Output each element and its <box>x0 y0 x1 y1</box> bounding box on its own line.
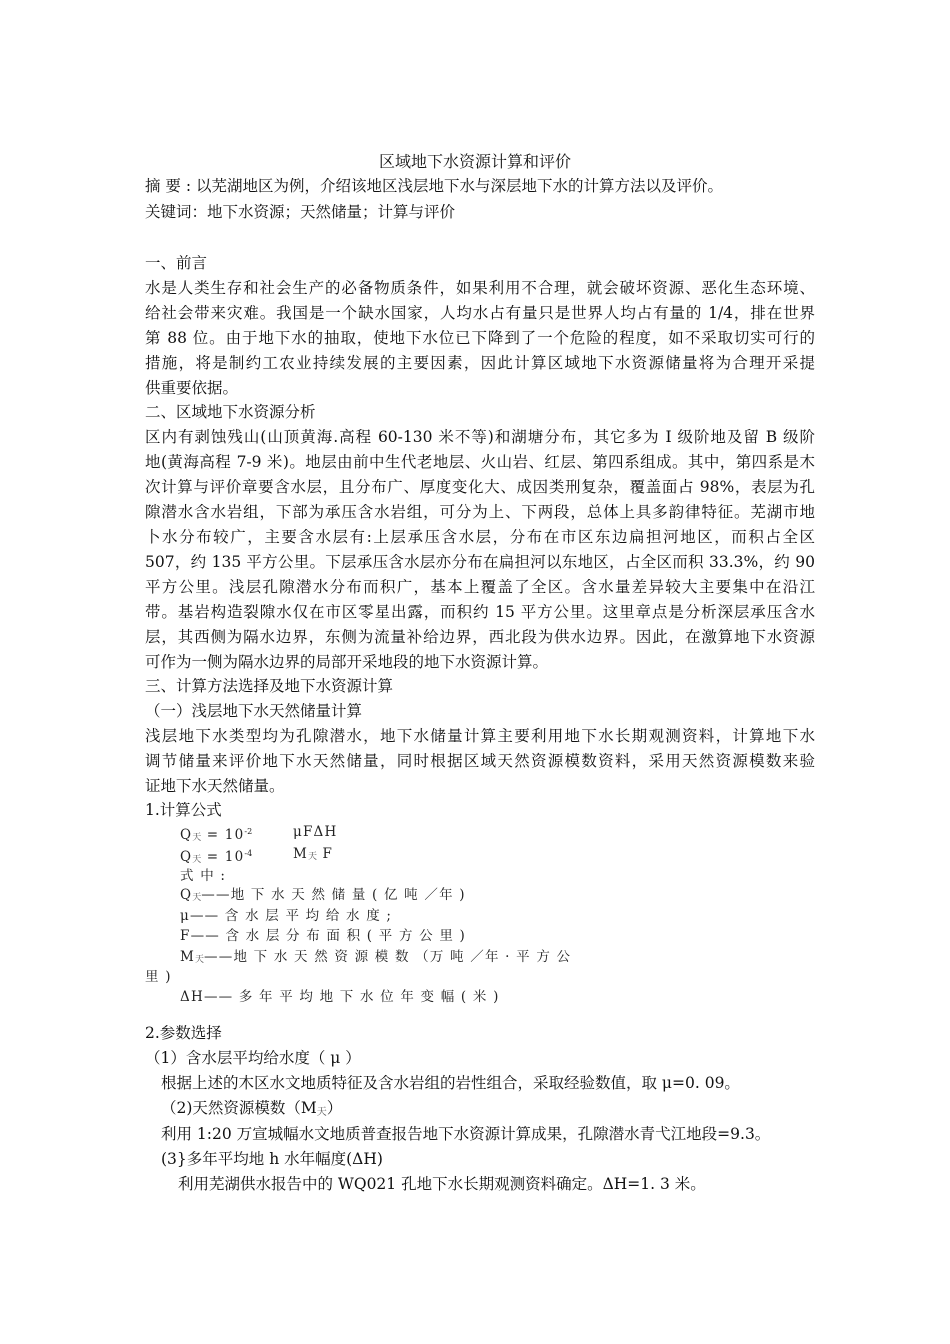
param-2-heading: （2)天然资源模数（M天） <box>161 1099 343 1118</box>
s3-line: 调节储量来评价地下水天然储量，同时根据区域天然资源模数资料，采用天然资源模数来验 <box>145 752 815 770</box>
section-1-heading: 一、前言 <box>145 254 208 272</box>
formula-def-f: F—— 含 水 层 分 布 面 积 ( 平 方 公 里 ) <box>180 928 466 944</box>
s2-line: 平方公里。浅层孔隙潜水分布而积广，基本上覆盖了全区。含水量差异较大主要集中在沿江 <box>145 578 815 596</box>
formula-def-q: Q天——地 下 水 天 然 储 量 ( 亿 吨 ／年 ) <box>180 887 466 903</box>
formula-def-m-wrap: 里 ) <box>145 969 172 985</box>
s2-line: 带。基岩构造裂隙水仅在市区零星出露，而积约 15 平方公里。这里章点是分析深层承压含水 <box>145 603 815 621</box>
s1-line: 供重要依据。 <box>145 379 239 397</box>
s2-line: 可作为一侧为隔水边界的局部开采地段的地下水资源计算。 <box>145 653 549 671</box>
s3-line: 浅层地下水类型均为孔隙潜水，地下水储量计算主要利用地下水长期观测资料，计算地下水 <box>145 727 815 745</box>
s2-line: 地(黄海高程 7-9 米)。地层由前中生代老地层、火山岩、红层、第四系组成。其中，第四系是木 <box>145 453 815 471</box>
param-2-text: 利用 1:20 万宣城幅水文地质普查报告地下水资源计算成果，孔隙潜水青弋江地段=9.3。 <box>161 1125 771 1143</box>
formula-def-mu: μ—— 含 水 层 平 均 给 水 度 ; <box>180 908 393 924</box>
formula-line-2-rhs: M天 F <box>293 846 334 862</box>
s2-line: 层，其西侧为隔水边界，东侧为流量补给边界，西北段为供水边界。因此，在激算地下水资源 <box>145 628 815 646</box>
formula-image <box>145 820 625 1008</box>
s1-line: 给社会带来灾难。我国是一个缺水国家，人均水占有量只是世界人均占有量的 1/4，排在世界 <box>145 304 815 322</box>
document-title: 区域地下水资源计算和评价 <box>378 152 571 171</box>
s2-line: 次计算与评价章要含水层，且分布广、厚度变化大、成因类刑复杂，覆盖面占 98%，表层为孔 <box>145 478 815 496</box>
section-3-heading: 三、计算方法选择及地下水资源计算 <box>145 677 394 695</box>
s1-line: 第 88 位。由于地下水的抽取，使地下水位已下降到了一个危险的程度，如不采取切实可行的 <box>145 329 815 347</box>
param-1-text: 根据上述的木区水文地质特征及含水岩组的岩性组合，采取经验数值，取 μ=0. 09。 <box>161 1074 740 1092</box>
params-heading: 2.参数选择 <box>145 1024 222 1042</box>
section-2-heading: 二、区域地下水资源分析 <box>145 403 316 421</box>
formula-where: 式 中 : <box>180 868 227 884</box>
keywords: 关键词：地下水资源；天然储量；计算与评价 <box>145 203 456 221</box>
formula-line-2: Q天 = $10^{-4}$ <box>180 849 253 865</box>
s3-line: 证地下水天然储量。 <box>145 777 285 795</box>
s1-line: 水是人类生存和社会生产的必备物质条件，如果利用不合理，就会破坏资源、恶化生态环境、 <box>145 279 815 297</box>
s2-line: 隙潜水含水岩组，下部为承压含水岩组，可分为上、下两段，总体上具多韵律特征。芜湖市地 <box>145 503 815 521</box>
formula-def-m: M天——地 下 水 天 然 资 源 模 数 （万 吨 ／年 · 平 方 公 <box>180 949 572 965</box>
formula-def-dh: ΔH—— 多 年 平 均 地 下 水 位 年 变 幅 ( 米 ) <box>180 989 500 1005</box>
s1-line: 措施，将是制约工农业持续发展的主要因素，因此计算区域地下水资源储量将为合理开采提 <box>145 354 815 372</box>
subsection-heading: （一）浅层地下水天然储量计算 <box>145 702 363 720</box>
s2-line: 卜水分布较广，主要含水层有:上层承压含水层，分布在市区东边扁担河地区，而积占全区 <box>145 528 815 546</box>
abstract: 摘 要 : 以芜湖地区为例，介绍该地区浅层地下水与深层地下水的计算方法以及评价。 <box>145 177 724 195</box>
param-3-heading: (3}多年平均地 h 水年幅度(ΔH) <box>161 1150 383 1168</box>
s2-line: 507，约 135 平方公里。下层承压含水层亦分布在扁担河以东地区，占全区而积 33.3%，约 90 <box>145 553 815 571</box>
param-1-heading: （1）含水层平均给水度（ μ ） <box>145 1049 361 1067</box>
formula-line-1-rhs: μFΔH <box>293 824 338 840</box>
formula-line-1: Q天 = $10^{-2}$ <box>180 827 253 843</box>
formula-heading: 1.计算公式 <box>145 801 222 819</box>
s2-line: 区内有剥蚀残山(山顶黄海.高程 60-130 米不等)和湖塘分布，其它多为 I 级阶地及留 B 级阶 <box>145 428 815 446</box>
param-3-text: 利用芜湖供水报告中的 WQ021 孔地下水长期观测资料确定。ΔH=1. 3 米。 <box>178 1175 706 1193</box>
